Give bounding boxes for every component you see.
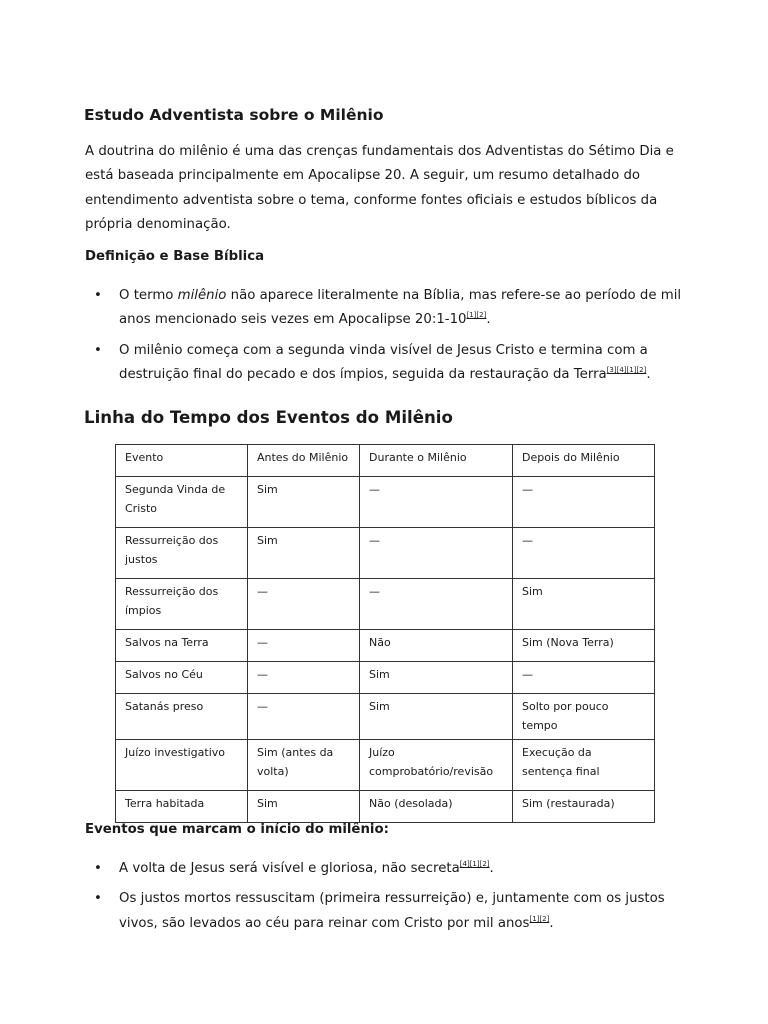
table-cell: — [360, 477, 513, 528]
citation-link[interactable]: [4][1][2] [459, 860, 490, 868]
table-cell: Sim (restaurada) [513, 791, 655, 823]
table-cell: — [360, 528, 513, 579]
table-cell: Não [360, 630, 513, 662]
table-cell: Sim [248, 477, 360, 528]
table-row [116, 630, 655, 662]
table-cell: Juízo comprobatório/revisão [360, 740, 513, 791]
table-cell: — [248, 630, 360, 662]
timeline-table [115, 444, 655, 823]
table-cell: — [513, 662, 655, 694]
table-header-row [116, 445, 655, 477]
table-cell: Salvos no Céu [116, 662, 248, 694]
header-cell: Antes do Milênio [248, 445, 360, 477]
table-cell: Solto por pouco tempo [513, 694, 655, 740]
events-heading: Eventos que marcam o início do milênio: [85, 822, 389, 837]
list-item: • Os justos mortos ressuscitam (primeira ressurreição) e, juntamente com os justos vivos, são levados ao céu para reinar com Cristo por mil anos[1][2]. [85, 887, 685, 936]
list-item: • O milênio começa com a segunda vinda visível de Jesus Cristo e termina com a destruição final do pecado e dos ímpios, seguida da restauração da Terra[3][4][1][2]. [85, 339, 685, 388]
table-row [116, 528, 655, 579]
citation-link[interactable]: [1][2] [466, 311, 487, 320]
table-cell: — [513, 528, 655, 579]
table-cell: Sim [360, 694, 513, 740]
table-cell: Ressurreição dos justos [116, 528, 248, 579]
events-list [85, 857, 685, 936]
bullet-icon: • [94, 288, 102, 303]
list-item: • O termo milênio não aparece literalmente na Bíblia, mas refere-se ao período de mil anos mencionado seis vezes em Apocalipse 20:1-10[1][2]. [85, 284, 685, 333]
definition-list [85, 284, 685, 388]
table-cell: — [248, 662, 360, 694]
table-row [116, 694, 655, 740]
timeline-heading: Linha do Tempo dos Eventos do Milênio [84, 408, 453, 427]
bullet-icon: • [94, 891, 102, 907]
document-title: Estudo Adventista sobre o Milênio [84, 106, 384, 124]
table-cell: Não (desolada) [360, 791, 513, 823]
table-cell: — [360, 579, 513, 630]
citation-link[interactable]: [3][4][1][2] [606, 366, 647, 375]
table-cell: Satanás preso [116, 694, 248, 740]
header-cell: Evento [116, 445, 248, 477]
table-cell: Sim (Nova Terra) [513, 630, 655, 662]
table-cell: — [248, 694, 360, 740]
table-cell: Execução da sentença final [513, 740, 655, 791]
header-cell: Durante o Milênio [360, 445, 513, 477]
table-cell: Segunda Vinda de Cristo [116, 477, 248, 528]
table-cell: Juízo investigativo [116, 740, 248, 791]
citation-link[interactable]: [1][2] [529, 914, 550, 923]
table-cell: Salvos na Terra [116, 630, 248, 662]
table-cell: Sim [248, 528, 360, 579]
table-cell: — [513, 477, 655, 528]
table-row [116, 579, 655, 630]
table-row [116, 662, 655, 694]
table-cell: Sim (antes da volta) [248, 740, 360, 791]
table-cell: — [248, 579, 360, 630]
table-cell: Sim [513, 579, 655, 630]
table-cell: Sim [248, 791, 360, 823]
table-cell: Terra habitada [116, 791, 248, 823]
table-row [116, 740, 655, 791]
bullet-icon: • [94, 861, 102, 876]
definition-heading: Definição e Base Bíblica [85, 249, 265, 264]
table-cell: Sim [360, 662, 513, 694]
table-cell: Ressurreição dos ímpios [116, 579, 248, 630]
intro-paragraph: A doutrina do milênio é uma das crenças fundamentais dos Adventistas do Sétimo Dia e está baseada principalmente em Apocalipse 20. A seguir, um resumo detalhado do entendimento adventista sobre o tema, conforme fontes oficiais e estudos bíblicos da própria denominação. [85, 144, 674, 233]
header-cell: Depois do Milênio [513, 445, 655, 477]
table-row [116, 477, 655, 528]
bullet-icon: • [94, 342, 102, 358]
list-item: • A volta de Jesus será visível e gloriosa, não secreta[4][1][2]. [85, 857, 685, 881]
table-row [116, 791, 655, 823]
